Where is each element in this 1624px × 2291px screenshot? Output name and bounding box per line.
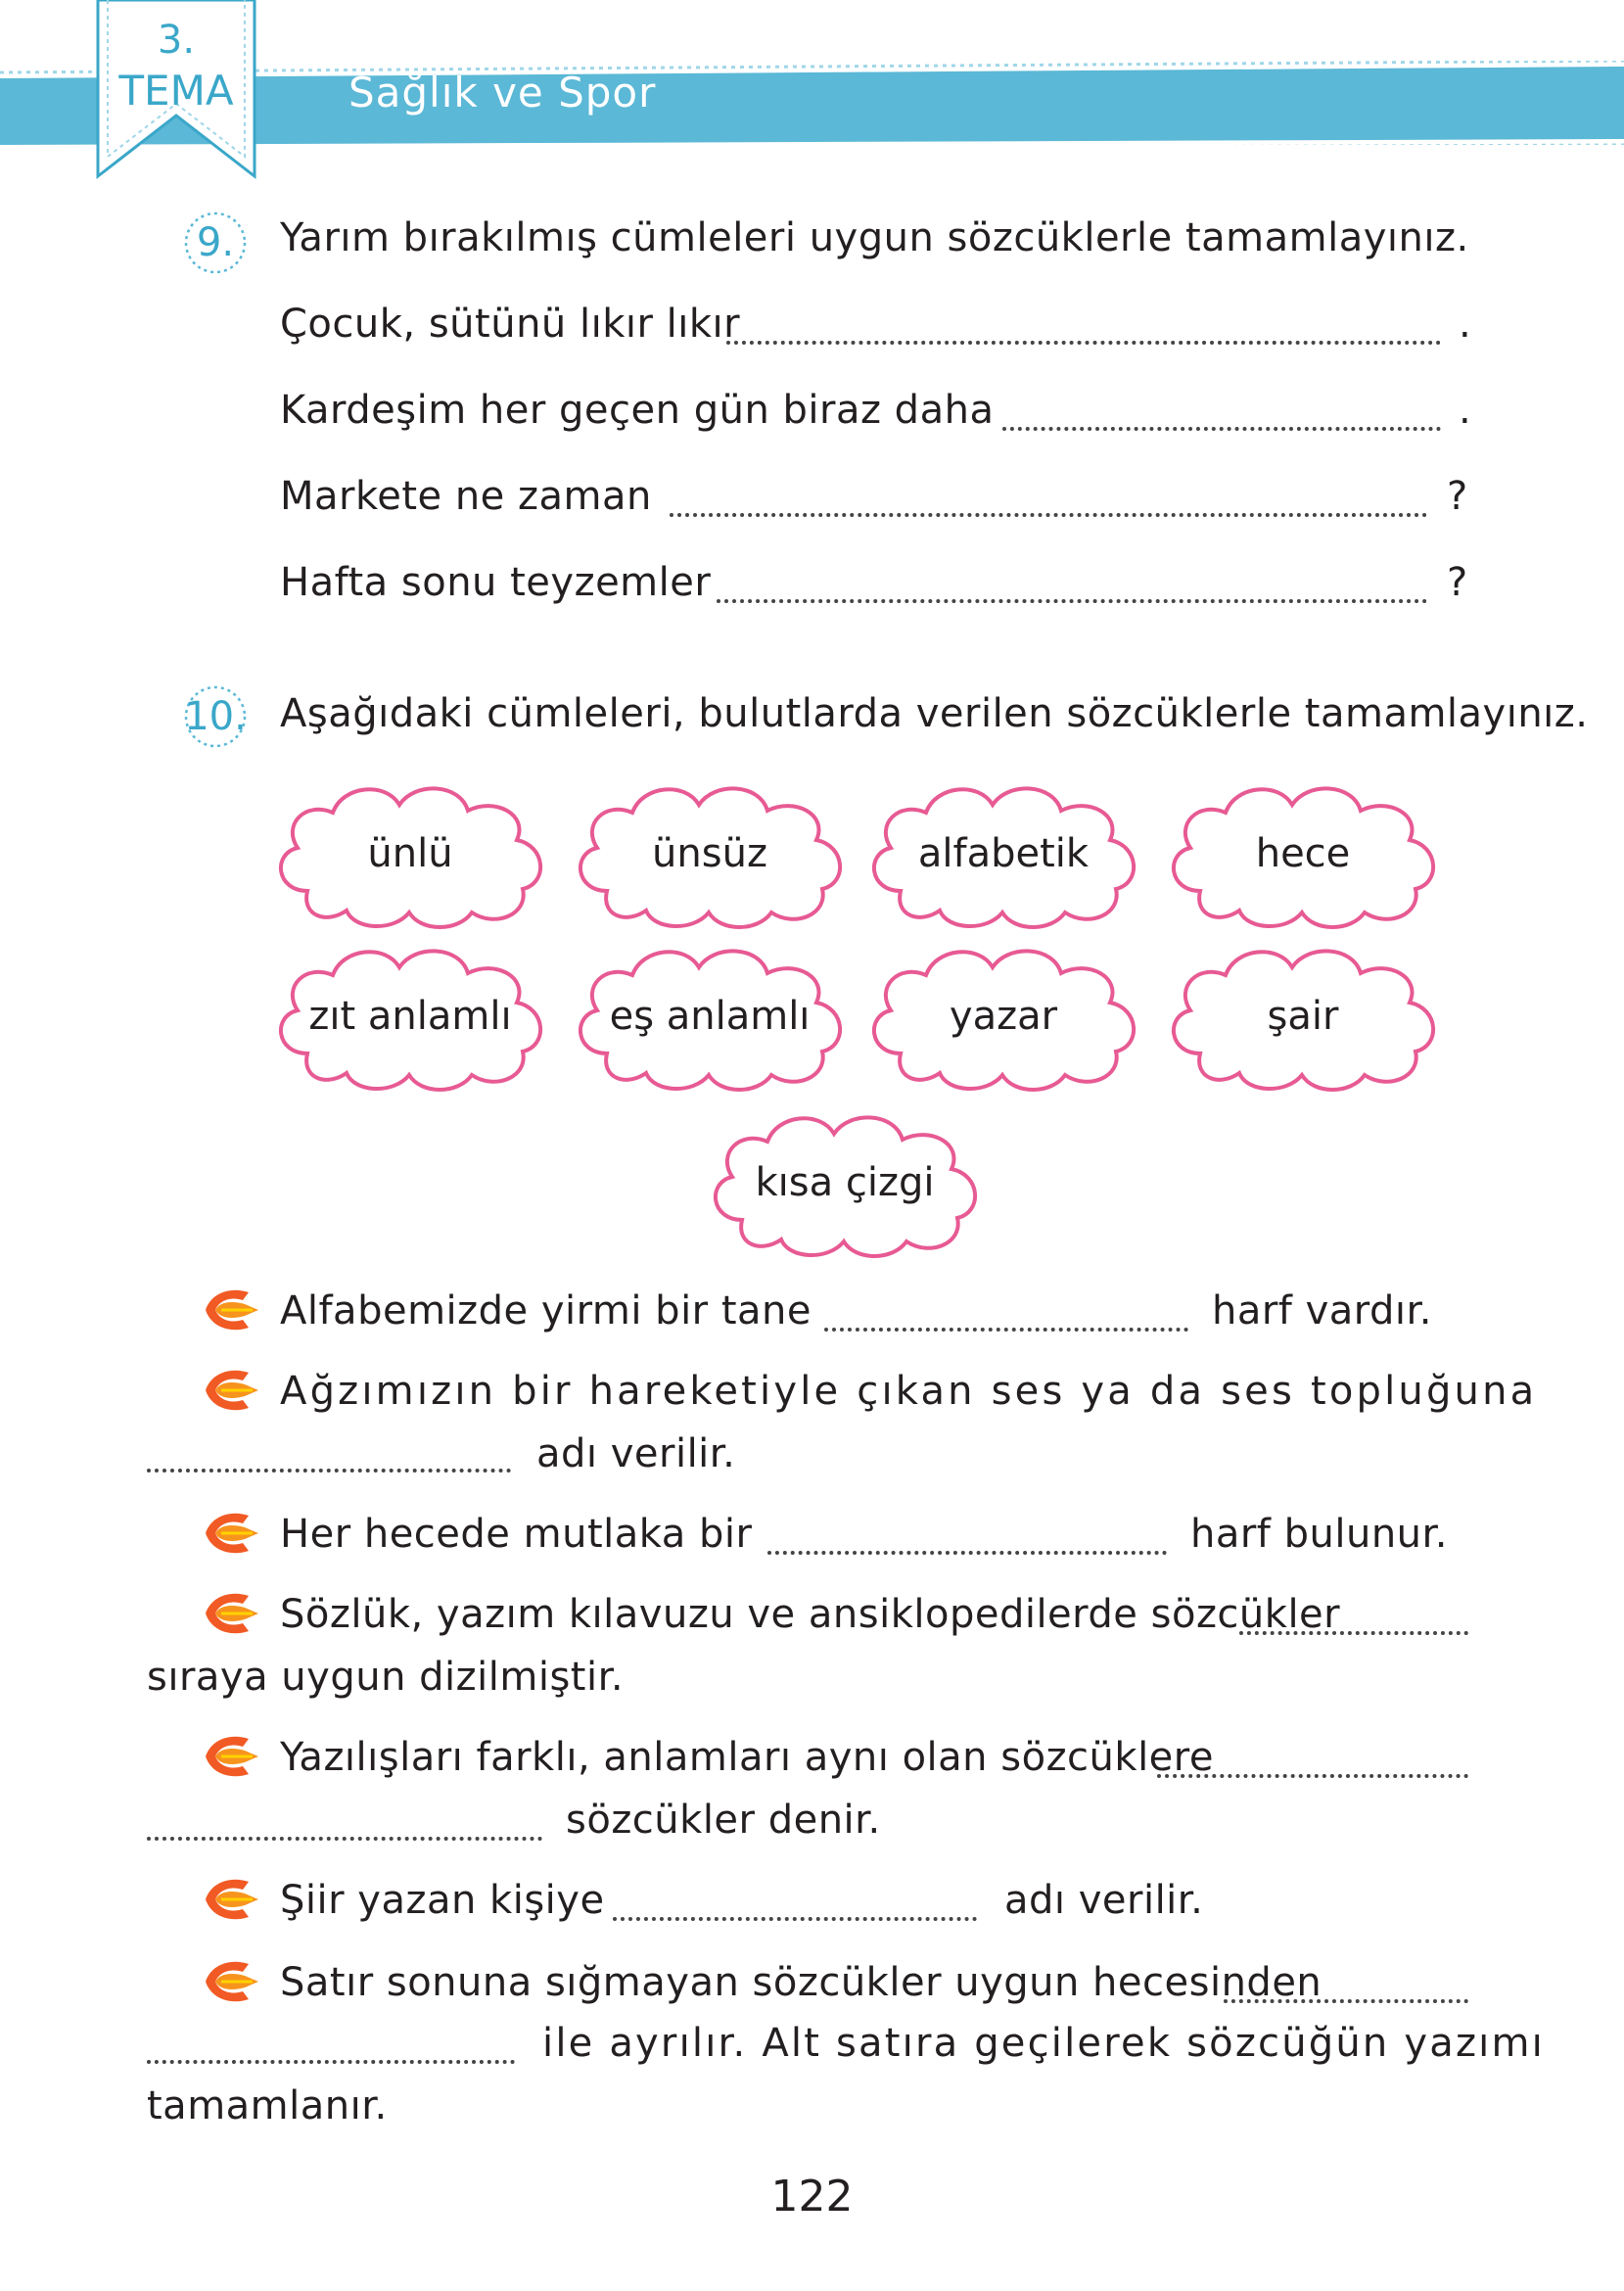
word-cloud-unlu: ünlü: [268, 775, 552, 932]
q10-item-3-end: harf bulunur.: [1190, 1512, 1449, 1557]
q9-line-3: Markete ne zaman: [280, 474, 652, 519]
q10-item-7-end: tamamlanır.: [147, 2083, 388, 2128]
q9-blank-1[interactable]: [726, 341, 1441, 345]
q9-blank-3[interactable]: [670, 513, 1427, 517]
q10-item-5-start: Yazılışları farklı, anlamları aynı olan sözcüklere: [280, 1735, 1214, 1780]
q10-item-2-end: adı verilir.: [536, 1431, 736, 1476]
q10-blank-5b[interactable]: [147, 1837, 542, 1841]
q9-line-2: Kardeşim her geçen gün biraz daha: [280, 388, 995, 433]
orange-arrow-icon: [202, 1365, 262, 1416]
question-10-number: 10.: [182, 683, 249, 750]
word-cloud-unsuz: ünsüz: [568, 775, 852, 932]
orange-arrow-icon: [202, 1874, 262, 1925]
q9-blank-2[interactable]: [1002, 427, 1441, 431]
q9-end-1: .: [1459, 302, 1471, 347]
q10-item-7-mid: ile ayrılır. Alt satıra geçilerek sözcüğün yazımı: [542, 2021, 1545, 2066]
theme-number: 3.: [157, 18, 196, 63]
q10-item-5-end: sözcükler denir.: [566, 1798, 881, 1843]
q10-blank-2[interactable]: [147, 1469, 511, 1473]
q10-item-2-start: Ağzımızın bir hareketiyle çıkan ses ya da ses topluğuna: [280, 1369, 1538, 1414]
q9-end-4: ?: [1447, 560, 1468, 605]
q10-item-1-start: Alfabemizde yirmi bir tane: [280, 1288, 812, 1333]
q10-blank-5a[interactable]: [1157, 1774, 1468, 1778]
q10-blank-1[interactable]: [824, 1328, 1188, 1332]
section-title: Sağlık ve Spor: [348, 69, 657, 117]
question-9-number: 9.: [182, 210, 249, 276]
q10-item-6-end: adı verilir.: [1004, 1878, 1204, 1923]
q10-blank-4[interactable]: [1239, 1631, 1468, 1635]
q10-item-1-end: harf vardır.: [1212, 1288, 1433, 1333]
q10-item-4-end: sıraya uygun dizilmiştir.: [147, 1655, 625, 1700]
word-cloud-kisa-cizgi: kısa çizgi: [703, 1104, 987, 1261]
page-number: 122: [770, 2172, 854, 2221]
word-cloud-hece: hece: [1161, 775, 1445, 932]
q10-item-7-start: Satır sonuna sığmayan sözcükler uygun hecesinden: [280, 1960, 1322, 2005]
orange-arrow-icon: [202, 1731, 262, 1782]
word-cloud-sair: şair: [1161, 938, 1445, 1095]
word-cloud-es-anlamli: eş anlamlı: [568, 938, 852, 1095]
q10-blank-6[interactable]: [613, 1917, 977, 1921]
q9-end-3: ?: [1447, 474, 1468, 519]
q10-blank-7b[interactable]: [147, 2060, 515, 2064]
question-10-instruction: Aşağıdaki cümleleri, bulutlarda verilen sözcüklerle tamamlayınız.: [280, 691, 1589, 736]
q10-item-4-start: Sözlük, yazım kılavuzu ve ansiklopedilerde sözcükler: [280, 1592, 1341, 1637]
q9-line-1: Çocuk, sütünü lıkır lıkır: [280, 302, 741, 347]
word-cloud-alfabetik: alfabetik: [861, 775, 1145, 932]
question-9-instruction: Yarım bırakılmış cümleleri uygun sözcüklerle tamamlayınız.: [280, 215, 1469, 260]
orange-arrow-icon: [202, 1508, 262, 1559]
q9-end-2: .: [1459, 388, 1471, 433]
orange-arrow-icon: [202, 1285, 262, 1335]
orange-arrow-icon: [202, 1588, 262, 1639]
orange-arrow-icon: [202, 1956, 262, 2007]
q10-blank-3[interactable]: [767, 1551, 1167, 1555]
word-cloud-zit-anlamli: zıt anlamlı: [268, 938, 552, 1095]
theme-label: TEMA: [118, 67, 234, 115]
word-cloud-yazar: yazar: [861, 938, 1145, 1095]
q9-line-4: Hafta sonu teyzemler: [280, 560, 712, 605]
q10-item-3-start: Her hecede mutlaka bir: [280, 1512, 753, 1557]
q9-blank-4[interactable]: [717, 599, 1427, 603]
q10-blank-7a[interactable]: [1224, 1999, 1468, 2003]
q10-item-6-start: Şiir yazan kişiye: [280, 1878, 605, 1923]
